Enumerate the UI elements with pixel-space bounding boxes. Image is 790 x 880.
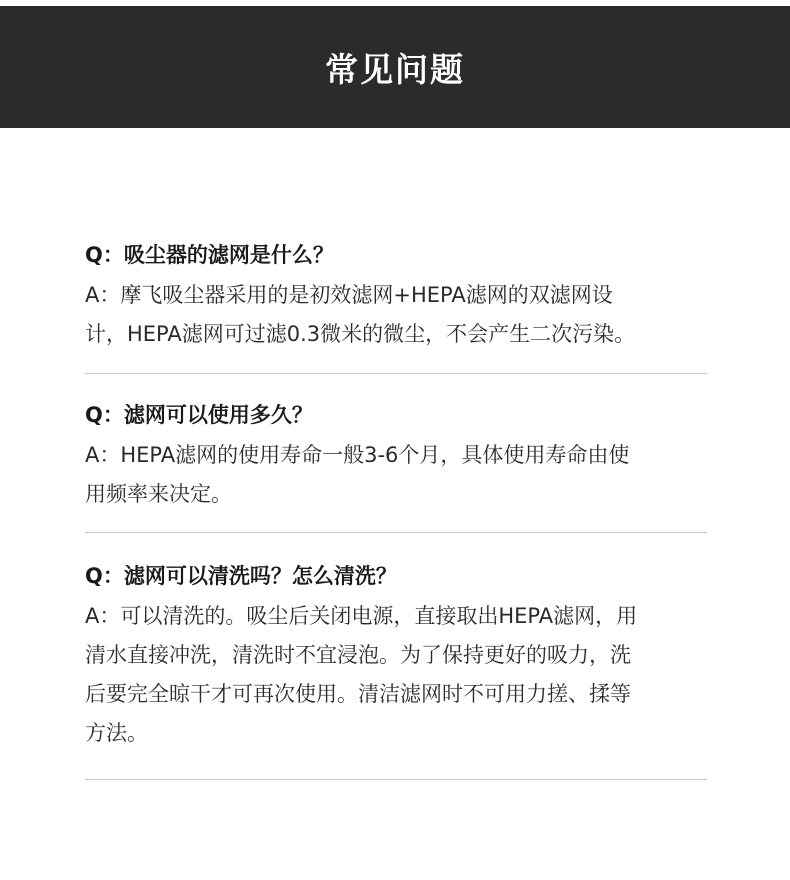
faq-answer-line: 清水直接冲洗，清洗时不宜浸泡。为了保持更好的吸力，洗 (85, 643, 631, 667)
faq-divider (85, 532, 707, 533)
faq-answer-line: 方法。 (85, 721, 148, 745)
page-header (0, 6, 790, 128)
faq-answer (85, 597, 707, 753)
faq-answer-line: A：摩飞吸尘器采用的是初效滤网+HEPA滤网的双滤网设 (85, 283, 613, 307)
faq-question: Q：吸尘器的滤网是什么？ (85, 243, 334, 267)
faq-answer-line: 后要完全晾干才可再次使用。清洁滤网时不可用力搓、揉等 (85, 682, 631, 706)
faq-question: Q：滤网可以使用多久？ (85, 403, 313, 427)
faq-answer-line: 计，HEPA滤网可过滤0.3微米的微尘，不会产生二次污染。 (85, 322, 636, 346)
faq-answer-line: A：HEPA滤网的使用寿命一般3-6个月，具体使用寿命由使 (85, 443, 630, 467)
page-title: 常见问题 (325, 49, 465, 89)
faq-item-filter-type (85, 240, 707, 354)
faq-item-filter-lifespan (85, 400, 707, 514)
faq-answer (85, 276, 707, 354)
faq-answer-line: A：可以清洗的。吸尘后关闭电源，直接取出HEPA滤网，用 (85, 604, 638, 628)
faq-answer (85, 436, 707, 514)
faq-divider (85, 373, 707, 374)
faq-answer-line: 用频率来决定。 (85, 482, 232, 506)
faq-item-filter-cleaning (85, 561, 707, 753)
faq-question: Q：滤网可以清洗吗？怎么清洗？ (85, 564, 397, 588)
faq-divider (85, 779, 707, 780)
